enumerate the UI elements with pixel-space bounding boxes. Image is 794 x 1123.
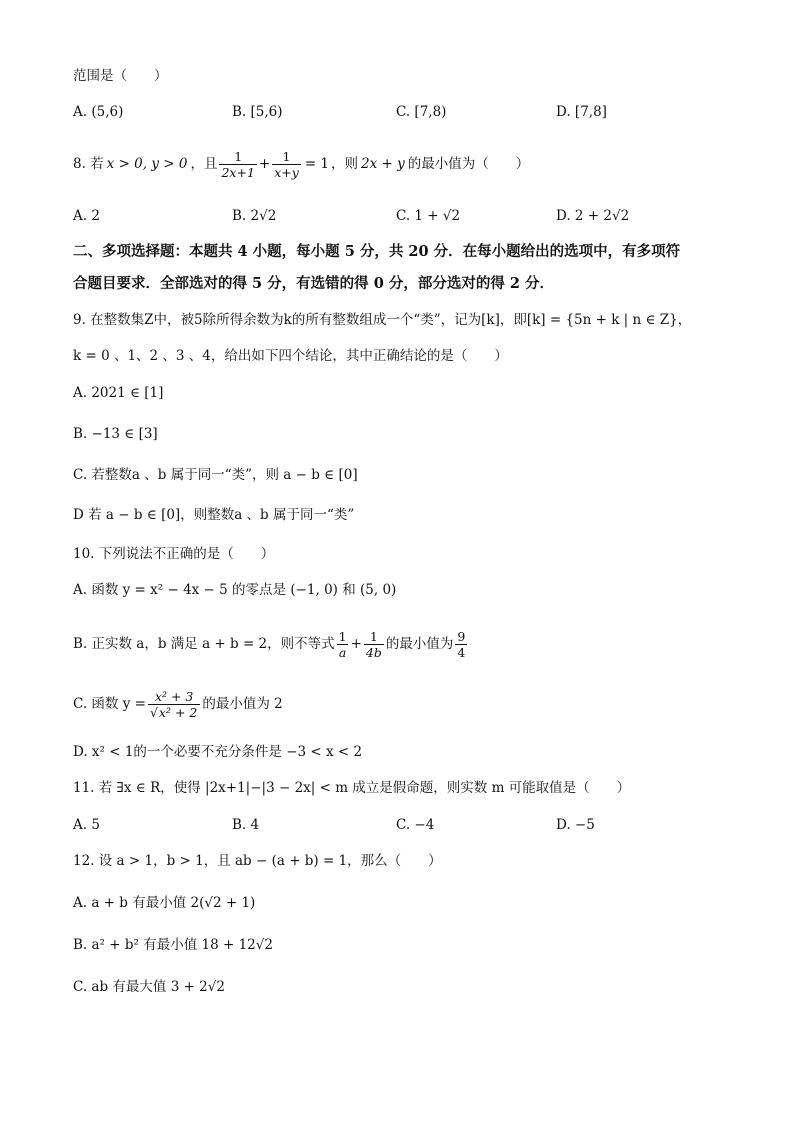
q10-option-c-denominator: √x² + 2 [148,704,200,720]
q10-option-b-fraction-2-numerator: 1 [369,628,378,644]
q8-expression: 2x + y [361,156,405,172]
q8-fraction-2-denominator: x+y [274,164,299,180]
q12-option-a: A. a + b 有最小值 2(√2 + 1) [73,895,256,911]
q10-option-c-tail: 的最小值为 2 [202,696,283,712]
q11-option-b: B. 4 [232,817,260,833]
q9-stem-line-2: k = 0 、1、2 、3 、4，给出如下四个结论，其中正确结论的是（ ） [73,348,508,364]
q8-then: ，则 [331,156,359,172]
q10-stem: 10. 下列说法不正确的是（ ） [73,546,275,562]
q10-option-b-text: B. 正实数 a，b 满足 a + b = 2，则不等式 [73,636,335,652]
q10-option-c-numerator: x² + 3 [154,688,194,704]
section-2-heading-line-1: 二、多项选择题：本题共 4 小题，每小题 5 分，共 20 分．在每小题给出的选项中，有多项符 [73,243,681,260]
q11-option-d: D. −5 [556,817,595,833]
q11-option-a: A. 5 [73,817,100,833]
q8-and: ，且 [190,156,218,172]
q10-option-c-radicand: x² + 2 [158,704,198,720]
q8-fraction-1-numerator: 1 [234,148,243,164]
q8-fraction-1-denominator: 2x+1 [221,164,255,180]
q10-option-c-text: C. 函数 y = [73,696,146,712]
q8-equals: = 1 [304,156,330,172]
q8-fraction-2 [272,149,301,180]
q8-option-b: B. 2√2 [232,208,277,224]
q10-option-c [73,684,283,724]
q8-fraction-2-numerator: 1 [282,148,291,164]
q9-option-c: C. 若整数a 、b 属于同一“类”，则 a − b ∈ [0] [73,467,358,483]
q9-option-b: B. −13 ∈ [3] [73,426,158,442]
q10-option-b-fraction-1-denominator: a [338,644,347,660]
q8-stem [73,144,529,184]
q9-option-a: A. 2021 ∈ [1] [73,385,164,401]
q10-option-d: D. x² < 1的一个必要不充分条件是 −3 < x < 2 [73,744,363,760]
q10-option-b-fraction-2 [364,629,384,660]
q11-option-c: C. −4 [396,817,435,833]
q7-option-c: C. [7,8) [396,104,447,120]
q10-option-a: A. 函数 y = x² − 4x − 5 的零点是 (−1, 0) 和 (5, 0) [73,582,397,598]
q8-option-a: A. 2 [73,208,100,224]
q9-option-d: D 若 a − b ∈ [0]，则整数a 、b 属于同一“类” [73,507,355,523]
q10-option-b [73,624,469,664]
q11-stem: 11. 若 ∃x ∈ R，使得 |2x+1|−|3 − 2x| < m 成立是假命题，则实数 m 可能取值是（ ） [73,780,631,796]
section-2-heading-line-2: 合题目要求．全部选对的得 5 分，有选错的得 0 分，部分选对的得 2 分． [73,275,555,292]
q10-option-b-fraction-3-numerator: 9 [457,628,466,644]
q8-number: 8. 若 [73,156,104,172]
q8-tail: 的最小值为（ ） [407,156,530,172]
q7-option-d: D. [7,8] [556,104,607,120]
q8-plus: + [258,156,271,172]
q7-stem-tail: 范围是（ ） [73,68,168,84]
q10-option-b-mid: 的最小值为 [385,636,454,652]
q10-option-b-fraction-1 [337,629,349,660]
q12-option-c: C. ab 有最大值 3 + 2√2 [73,979,225,995]
q8-condition: x > 0, y > 0 [106,156,188,172]
q10-option-c-fraction [148,689,200,720]
q12-option-b: B. a² + b² 有最小值 18 + 12√2 [73,937,273,953]
q8-option-d: D. 2 + 2√2 [556,208,630,224]
q10-option-b-fraction-1-numerator: 1 [338,628,347,644]
q10-option-b-fraction-2-denominator: 4b [365,644,382,660]
q12-stem: 12. 设 a > 1，b > 1，且 ab − (a + b) = 1，那么（ ） [73,853,442,869]
q7-option-b: B. [5,6) [232,104,283,120]
q7-option-a: A. (5,6) [73,104,124,120]
q9-stem-line-1: 9. 在整数集Z中，被5除所得余数为k的所有整数组成一个“类”，记为[k]，即[k] = {5n + k | n ∈ Z}， [73,312,692,328]
q8-option-c: C. 1 + √2 [396,208,461,224]
q8-fraction-1 [219,149,256,180]
q10-option-b-plus: + [350,636,362,652]
q10-option-b-fraction-3-denominator: 4 [457,644,466,660]
q10-option-b-fraction-3 [455,629,467,660]
